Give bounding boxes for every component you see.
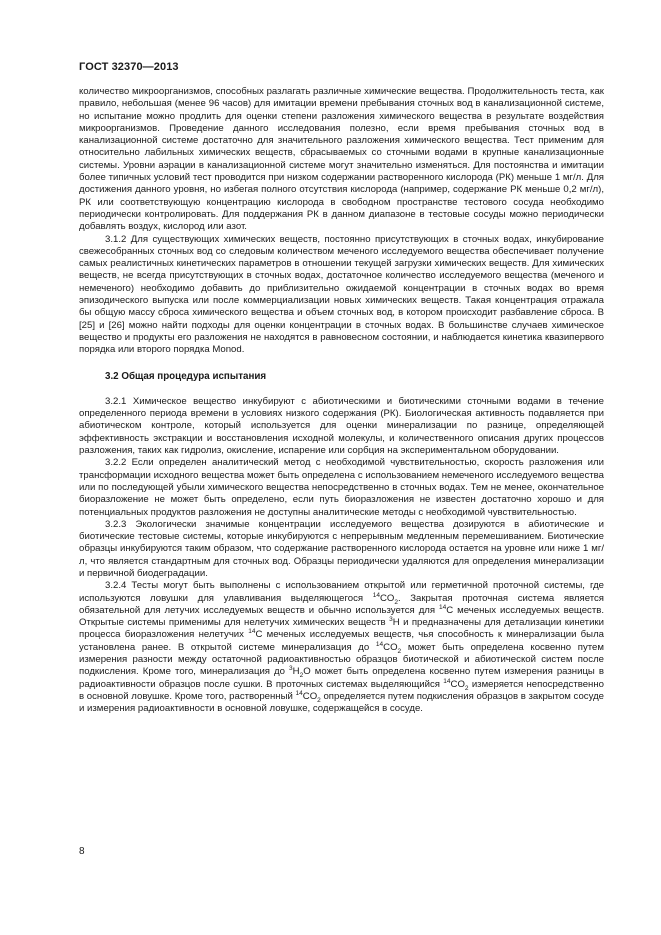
paragraph-3-2-2: 3.2.2 Если определен аналитический метод с необходимой чувствительностью, скорость разложения или трансформации исходного вещества может быть определена с использованием немеченого исследуемого вещества или по последующей убыли химического вещества непосредственно в сточных водах. Тем не менее, окончательное биоразложение не может быть определено, если путь биоразложения не известен достаточно хорошо и для потенциальных продуктов разложения не доступны аналитические методы с необходимой чувствительностью.	[79, 457, 604, 518]
paragraph-3-1-2: 3.1.2 Для существующих химических веществ, постоянно присутствующих в сточных водах, инкубирование свежесобранных сточных вод со следовым количеством меченого исследуемого вещества обеспечивает получение самых реалистичных кинетических параметров в отношении текущей загрузки химических веществ. Для химических веществ, не всегда присутствующих в сточных водах, достаточное количество исследуемого вещества (меченого и немеченого) необходимо добавить до приблизительно ожидаемой концентрации в сточных водах во время эпизодического выпуска или после коммерциализации новых химических веществ. Такая концентрация отражала бы общую массу сброса химического вещества и объем сточных вод, в котором происходит разбавление сброса. В [25] и [26] можно найти подходы для оценки концентрации в сточных водах. В большинстве случаев химическое вещество и продукты его разложения не находятся в равновесном состоянии, и наблюдается кинетика квазипервого порядка или второго порядка Monod.	[79, 233, 604, 356]
paragraph-continuation: количество микроорганизмов, способных разлагать различные химические вещества. Продолжительность теста, как правило, небольшая (менее 96 часов) для имитации времени пребывания сточных вод в канализационной системе, но испытание можно продлить для оценки степени разложения химического вещества в результате воздействия микроорганизмов. Проведение данного исследования полезно, если время пребывания сточных вод в канализационной системе достаточно для значительного разложения химического вещества. Тест применим для относительно лабильных химических веществ, сбрасываемых со сточными водами в крупные канализационные системы. Уровни аэрации в канализационной системе могут значительно изменяться. Для постоянства и имитации более типичных условий тест проводится при низком содержании растворенного кислорода (РК) меньше 1 мг/л. Для достижения данного уровня, но избегая полного отсутствия кислорода (например, содержание РК меньше 0,2 мг/л), РК или соответствующую концентрацию кислорода в свободном пространстве тестового сосуда необходимо периодически контролировать. Для поддержания РК в данном диапазоне в тестовые сосуды можно периодически добавлять воздух, кислород или азот.	[79, 86, 604, 233]
text-run: С меченых исследуемых веществ. Открытые системы применимы для нелетучих химических веществ	[79, 604, 604, 629]
paragraph-3-2-1: 3.2.1 Химическое вещество инкубируют с абиотическими и биотическими сточными водами в течение определенного периода времени в условиях низкого содержания (РК). Биологическая активность подавляется при абиотическом контроле, который используется для оценки минерализации по разнице, определяющей эффективность экстракции и восстановления исходной молекулы, и количественного описания других процессов разложения, таких как гидролиз, окисление, испарение или сорбция на экспериментальном оборудовании.	[79, 395, 604, 457]
isotope-mass: 14	[443, 677, 451, 685]
section-heading-3-2: 3.2 Общая процедура испытания	[105, 370, 267, 382]
chem-formula: H	[292, 666, 300, 678]
document-body	[79, 86, 604, 716]
chem-subscript: 2	[464, 684, 469, 692]
text-run: измеряется непосредственно в основной ловушке. Кроме того, растворенный	[79, 678, 604, 702]
text-run: Закрытая проточная система является обязательной для летучих исследуемых веществ и обычно используется для	[79, 592, 604, 616]
chem-formula: CO	[383, 641, 398, 653]
isotope-mass: 3	[389, 615, 393, 623]
chem-subscript: 2	[299, 672, 304, 680]
isotope-mass: 14	[248, 628, 256, 636]
text-run: С меченых исследуемых веществ, чья способность к минерализации была установлена ранее. В открытой системе минерализация до	[79, 629, 605, 653]
paragraph-3-2-3: 3.2.3 Экологически значимые концентрации исследуемого вещества дозируются в абиотические и биотические тестовые системы, которые инкубируются с непрерывным медленным перемешиванием. Биотические образцы инкубируются таким образом, что содержание растворенного кислорода остается на уровне или ниже 1 мг/л, что является стандартным для сточных вод. Образцы периодически удаляются для определения минерализации и первичной биодеградации.	[79, 518, 604, 579]
chem-formula: CO	[302, 690, 318, 702]
text-run: может быть определена косвенно путем измерения разности между остаточной радиоактивностью образцов биотической и абиотической систем после подкисления. Кроме того, минерализация до	[79, 641, 604, 678]
text-run: определяется путем подкисления образцов в закрытом сосуде и измерения радиоактивности в основной ловушке, содержащейся в сосуде.	[79, 690, 605, 715]
paragraph-3-2-4	[79, 580, 604, 715]
chem-formula: CO	[450, 678, 465, 690]
chem-formula: CO	[379, 592, 395, 604]
isotope-mass: 3	[289, 665, 293, 673]
document-header: ГОСТ 32370—2013	[79, 61, 179, 73]
isotope-mass: 14	[375, 640, 384, 648]
isotope-mass: 14	[439, 603, 447, 611]
isotope-mass: 14	[372, 591, 380, 599]
isotope-mass: 14	[295, 689, 303, 697]
text-run: Н и предназначены для детализации кинетики процесса биоразложения нелетучих	[79, 617, 604, 641]
punctuation: .	[397, 592, 401, 604]
chem-subscript: 2	[397, 647, 402, 655]
page-number: 8	[79, 846, 85, 857]
chem-subscript: 2	[394, 598, 398, 606]
text-run: О может быть определена косвенно путем измерения разницы в радиоактивности образцов после сушки. В проточных системах выделяющийся	[79, 666, 604, 690]
chem-subscript: 2	[317, 696, 321, 704]
text-run: 3.2.4 Тесты могут быть выполнены с использованием открытой или герметичной проточной системы, где используются ловушки для улавливания выделяющегося	[79, 580, 604, 604]
